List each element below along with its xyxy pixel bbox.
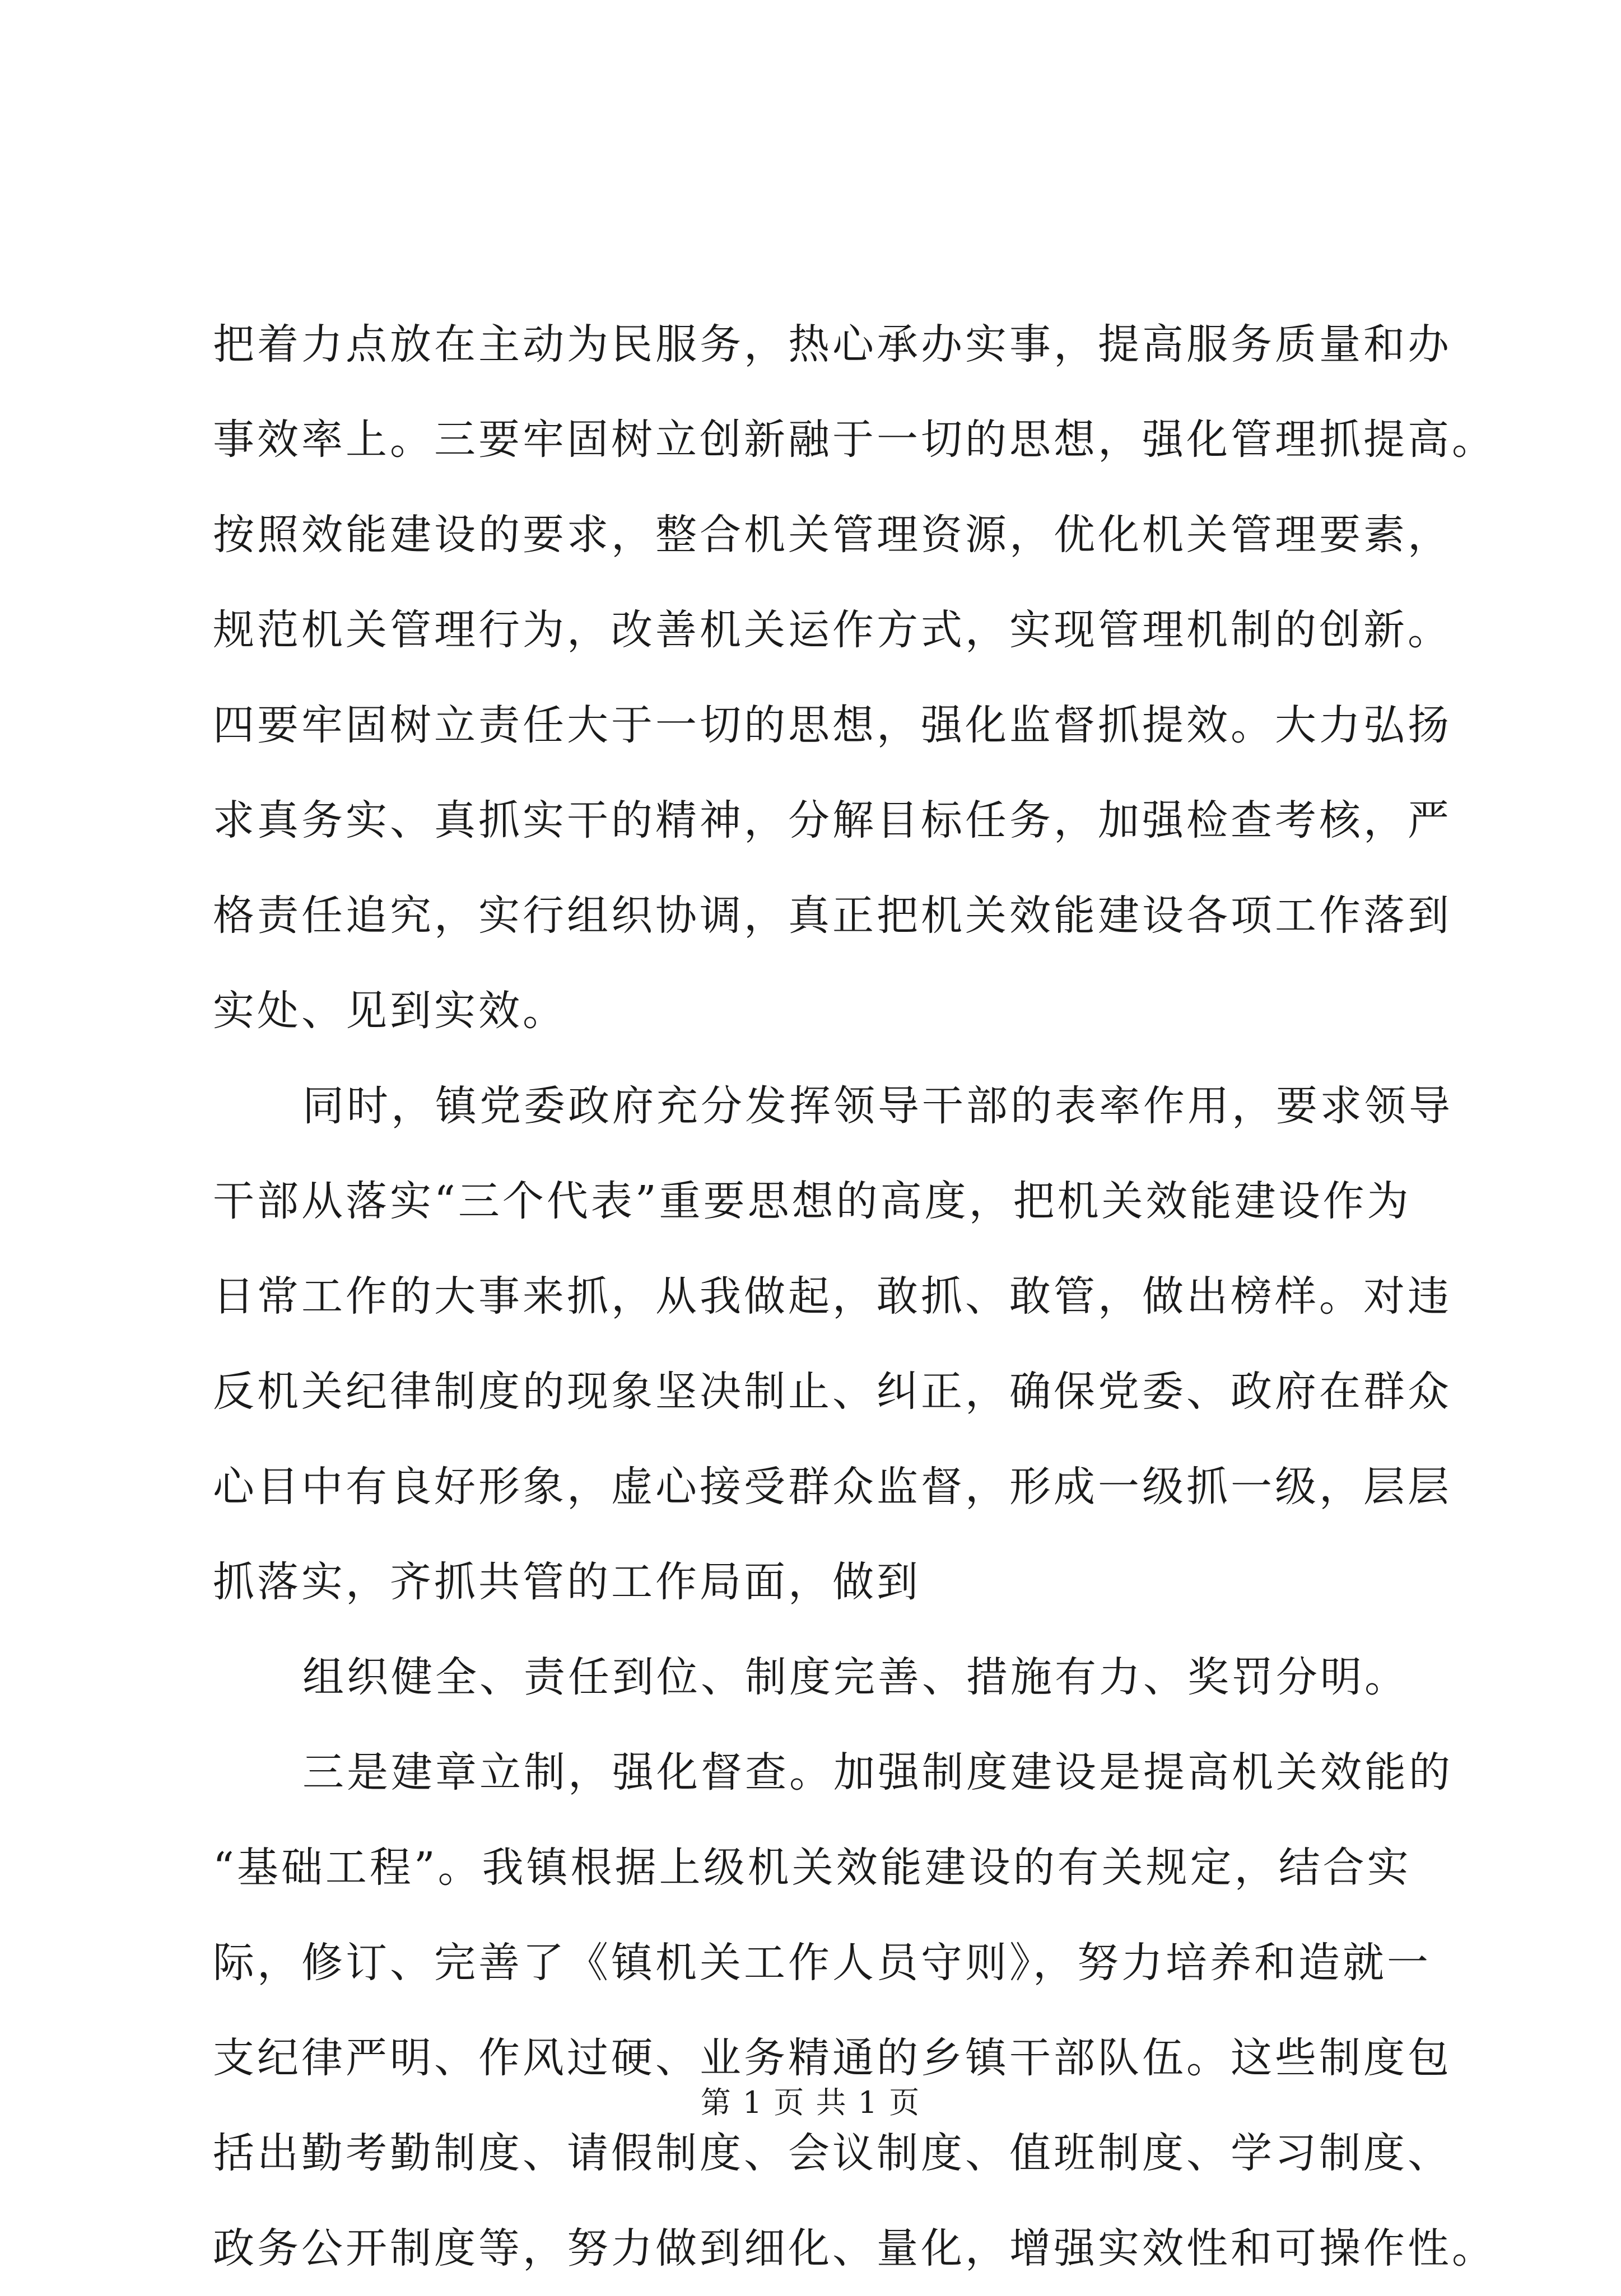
text-line: 按照效能建设的要求，整合机关管理资源，优化机关管理要素，: [213, 511, 1452, 559]
text-line: 实处、见到实效。: [213, 987, 567, 1035]
body-text: [213, 297, 1496, 2296]
page-footer: 第 1 页 共 1 页: [700, 2085, 921, 2120]
text-line: 支纪律严明、作风过硬、业务精通的乡镇干部队伍。这些制度包: [213, 2034, 1452, 2082]
text-line: 规范机关管理行为，改善机关运作方式，实现管理机制的创新。: [213, 606, 1452, 654]
text-line: 括出勤考勤制度、请假制度、会议制度、值班制度、学习制度、: [213, 2129, 1452, 2177]
text-line: 格责任追究，实行组织协调，真正把机关效能建设各项工作落到: [213, 892, 1452, 940]
text-line: 政务公开制度等，努力做到细化、量化，增强实效性和可操作性。: [213, 2224, 1496, 2272]
text-line: 际，修订、完善了《镇机关工作人员守则》，努力培养和造就一: [213, 1939, 1431, 1987]
text-line: 抓落实，齐抓共管的工作局面，做到: [213, 1558, 921, 1606]
text-line: 心目中有良好形象，虚心接受群众监督，形成一级抓一级，层层: [213, 1463, 1452, 1511]
text-line: 同时，镇党委政府充分发挥领导干部的表率作用，要求领导: [302, 1082, 1453, 1130]
text-line: 三是建章立制，强化督查。加强制度建设是提高机关效能的: [302, 1748, 1453, 1796]
text-line: 求真务实、真抓实干的精神，分解目标任务，加强检查考核，严: [213, 796, 1452, 844]
text-line: 事效率上。三要牢固树立创新融于一切的思想，强化管理抓提高。: [213, 416, 1496, 464]
text-line: 干部从落实“三个代表”重要思想的高度，把机关效能建设作为: [213, 1177, 1412, 1225]
text-line: 组织健全、责任到位、制度完善、措施有力、奖罚分明。: [302, 1653, 1409, 1701]
text-line: 把着力点放在主动为民服务，热心承办实事，提高服务质量和办: [213, 320, 1452, 368]
text-line: “基础工程”。我镇根据上级机关效能建设的有关规定，结合实: [213, 1844, 1412, 1892]
text-line: 反机关纪律制度的现象坚决制止、纠正，确保党委、政府在群众: [213, 1368, 1452, 1416]
text-line: 四要牢固树立责任大于一切的思想，强化监督抓提效。大力弘扬: [213, 701, 1452, 749]
text-line: 日常工作的大事来抓，从我做起，敢抓、敢管，做出榜样。对违: [213, 1272, 1452, 1320]
